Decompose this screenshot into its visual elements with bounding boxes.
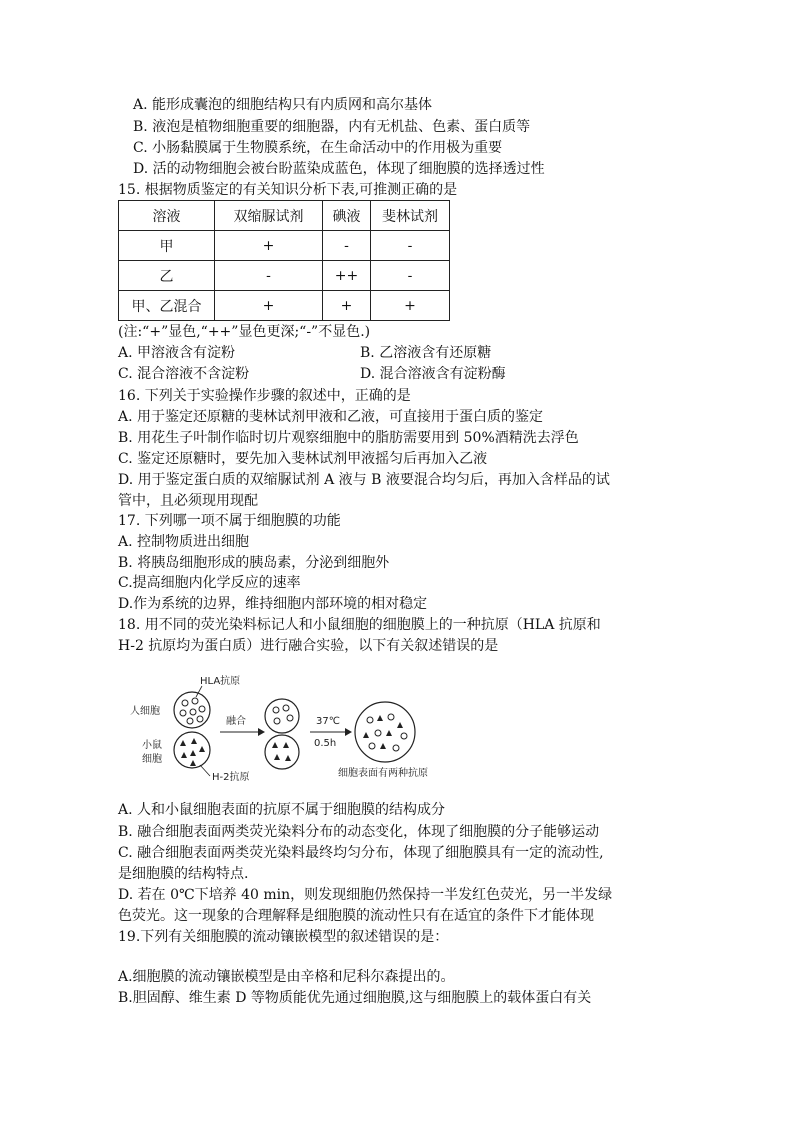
q15-stem: 15. 根据物质鉴定的有关知识分析下表,可推测正确的是 bbox=[118, 182, 458, 198]
q14-option-a: A. 能形成囊泡的细胞结构只有内质网和高尔基体 bbox=[133, 97, 433, 113]
table-cell: - bbox=[215, 261, 323, 291]
q19-stem: 19.下列有关细胞膜的流动镶嵌模型的叙述错误的是： bbox=[118, 929, 449, 945]
fuse-label: 融合 bbox=[226, 716, 246, 727]
table-header-cell: 碘液 bbox=[323, 201, 371, 231]
table-cell: - bbox=[323, 231, 371, 261]
result-label: 细胞表面有两种抗原 bbox=[338, 768, 428, 779]
q19-option-a: A.细胞膜的流动镶嵌模型是由辛格和尼科尔森提出的。 bbox=[118, 969, 455, 985]
q14-option-d: D. 活的动物细胞会被台盼蓝染成蓝色，体现了细胞膜的选择透过性 bbox=[133, 161, 545, 177]
arrow-icon bbox=[345, 728, 352, 736]
q18-option-d-cont: 色荧光。这一现象的合理解释是细胞膜的流动性只有在适宜的条件下才能体现 bbox=[118, 908, 594, 924]
q16-stem: 16. 下列关于实验操作步骤的叙述中，正确的是 bbox=[118, 388, 411, 404]
arrow-icon bbox=[258, 728, 265, 736]
temperature-label: 37℃ bbox=[316, 716, 340, 727]
table-header-cell: 溶液 bbox=[119, 201, 215, 231]
q18-option-c: C. 融合细胞表面两类荧光染料最终均匀分布，体现了细胞膜具有一定的流动性, bbox=[118, 845, 604, 861]
q16-option-c: C. 鉴定还原糖时，要先加入斐林试剂甲液摇匀后再加入乙液 bbox=[118, 451, 488, 467]
mixed-cell-circle bbox=[355, 702, 415, 762]
mouse-cell-label: 小鼠 bbox=[142, 740, 162, 751]
q17-option-d: D.作为系统的边界，维持细胞内部环境的相对稳定 bbox=[118, 596, 428, 612]
q18-stem-cont: H-2 抗原均为蛋白质）进行融合实验，以下有关叙述错误的是 bbox=[118, 638, 499, 654]
q14-option-b: B. 液泡是植物细胞重要的细胞器，内有无机盐、色素、蛋白质等 bbox=[133, 119, 531, 135]
q19-option-b: B.胆固醇、维生素 D 等物质能优先通过细胞膜,这与细胞膜上的载体蛋白有关 bbox=[118, 990, 592, 1006]
hla-label: HLA抗原 bbox=[200, 676, 241, 687]
table-cell: 乙 bbox=[119, 261, 215, 291]
q16-option-a: A. 用于鉴定还原糖的斐林试剂甲液和乙液，可直接用于蛋白质的鉴定 bbox=[118, 409, 544, 425]
q15-table bbox=[118, 200, 450, 321]
q17-stem: 17. 下列哪一项不属于细胞膜的功能 bbox=[118, 513, 341, 529]
q16-option-b: B. 用花生子叶制作临时切片观察细胞中的脂肪需要用到 50%酒精洗去浮色 bbox=[118, 430, 579, 446]
table-cell: + bbox=[323, 291, 371, 321]
mouse-cell-label-2: 细胞 bbox=[142, 754, 162, 765]
q17-option-a: A. 控制物质进出细胞 bbox=[118, 534, 250, 550]
table-cell: ++ bbox=[323, 261, 371, 291]
table-header-cell: 斐林试剂 bbox=[371, 201, 450, 231]
table-header-cell: 双缩脲试剂 bbox=[215, 201, 323, 231]
q18-option-c-cont: 是细胞膜的结构特点. bbox=[118, 866, 249, 882]
q15-option-b: B. 乙溶液含有还原糖 bbox=[360, 345, 492, 361]
table-header-row bbox=[119, 201, 450, 231]
q15-option-a: A. 甲溶液含有淀粉 bbox=[118, 345, 236, 361]
q15-option-c: C. 混合溶液不含淀粉 bbox=[118, 366, 250, 382]
q15-note: (注:“+”显色,“++”显色更深;“-”不显色.) bbox=[118, 324, 371, 340]
q18-stem: 18. 用不同的荧光染料标记人和小鼠细胞的细胞膜上的一种抗原（HLA 抗原和 bbox=[118, 617, 601, 633]
q18-option-a: A. 人和小鼠细胞表面的抗原不属于细胞膜的结构成分 bbox=[118, 802, 446, 818]
q16-option-d: D. 用于鉴定蛋白质的双缩脲试剂 A 液与 B 液要混合均匀后，再加入含样品的试 bbox=[118, 472, 610, 488]
q17-option-b: B. 将胰岛细胞形成的胰岛素，分泌到细胞外 bbox=[118, 555, 390, 571]
table-cell: + bbox=[215, 291, 323, 321]
table-cell: + bbox=[215, 231, 323, 261]
table-cell: - bbox=[371, 261, 450, 291]
q18-option-d: D. 若在 0℃下培养 40 min，则发现细胞仍然保持一半发红色荧光，另一半发绿 bbox=[118, 887, 613, 903]
table-row bbox=[119, 261, 450, 291]
q16-option-d-cont: 管中，且必须现用现配 bbox=[118, 493, 258, 509]
cell-fusion-figure bbox=[130, 672, 430, 782]
human-cell-label: 人细胞 bbox=[130, 706, 160, 717]
table-row bbox=[119, 291, 450, 321]
q15-option-d: D. 混合溶液含有淀粉酶 bbox=[360, 366, 506, 382]
q18-option-b: B. 融合细胞表面两类荧光染料分布的动态变化，体现了细胞膜的分子能够运动 bbox=[118, 824, 600, 840]
q17-option-c: C.提高细胞内化学反应的速率 bbox=[118, 575, 301, 591]
q14-option-c: C. 小肠黏膜属于生物膜系统，在生命活动中的作用极为重要 bbox=[133, 140, 503, 156]
table-cell: + bbox=[371, 291, 450, 321]
time-label: 0.5h bbox=[314, 738, 337, 749]
table-cell: 甲、乙混合 bbox=[119, 291, 215, 321]
table-cell: - bbox=[371, 231, 450, 261]
table-cell: 甲 bbox=[119, 231, 215, 261]
table-row bbox=[119, 231, 450, 261]
h2-label: H-2抗原 bbox=[212, 772, 250, 782]
